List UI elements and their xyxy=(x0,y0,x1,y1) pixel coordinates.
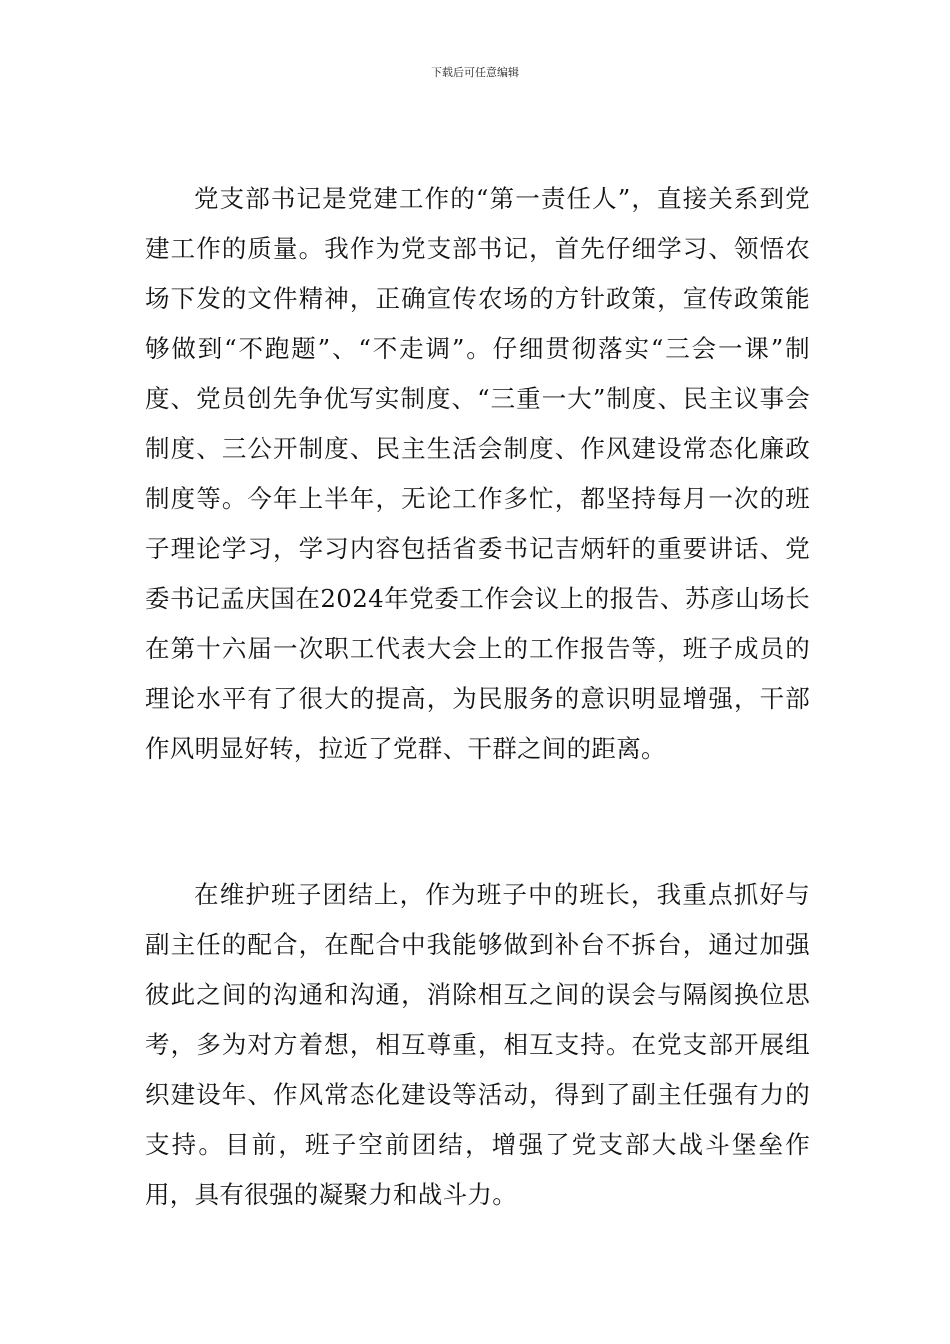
header-edit-note: 下载后可任意编辑 xyxy=(431,66,519,79)
body-paragraph-2: 在维护班子团结上，作为班子中的班长，我重点抓好与副主任的配合，在配合中我能够做到补台不拆台，通过加强彼此之间的沟通和沟通，消除相互之间的误会与隔阂换位思考，多为对方着想，相互尊重，相互支持。在党支部开展组织建设年、作风常态化建设等活动，得到了副主任强有力的支持。目前，班子空前团结，增强了党支部大战斗堡垒作用，具有很强的凝聚力和战斗力。 xyxy=(145,880,810,1209)
body-paragraph-1: 党支部书记是党建工作的“第一责任人”，直接关系到党建工作的质量。我作为党支部书记，首先仔细学习、领悟农场下发的文件精神，正确宣传农场的方针政策，宣传政策能够做到“不跑题”、“不走调”。仔细贯彻落实“三会一课”制度、党员创先争优写实制度、“三重一大”制度、民主议事会制度、三公开制度、民主生活会制度、作风建设常态化廉政制度等。今年上半年，无论工作多忙，都坚持每月一次的班子理论学习，学习内容包括省委书记吉炳轩的重要讲话、党委书记孟庆国在2024年党委工作会议上的报告、苏彦山场长在第十六届一次职工代表大会上的工作报告等，班子成员的理论水平有了很大的提高，为民服务的意识明显增强，干部作风明显好转，拉近了党群、干群之间的距离。 xyxy=(145,184,810,763)
